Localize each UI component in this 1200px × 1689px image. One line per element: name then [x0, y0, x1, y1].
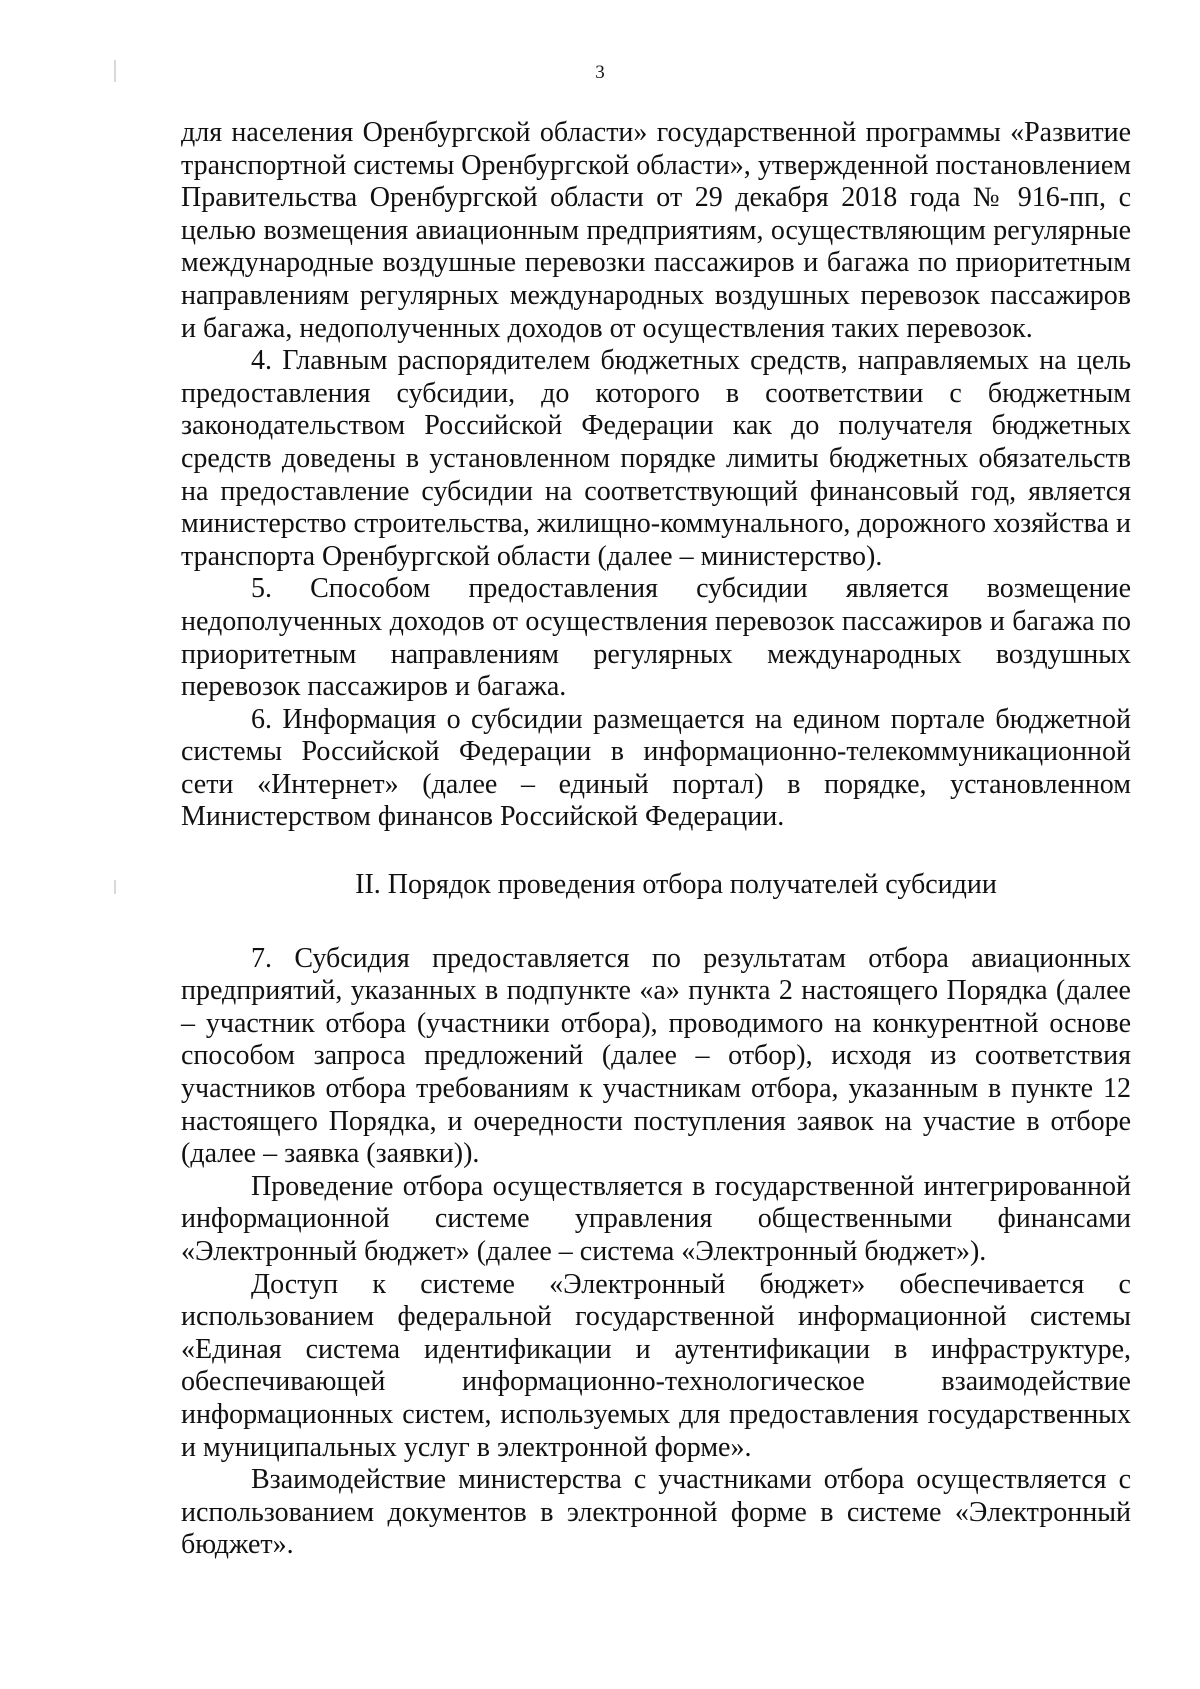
- spacer: [181, 902, 1131, 943]
- paragraph-access-info: Доступ к системе «Электронный бюджет» обеспечивается с использованием федеральной государственной информационной системы «Единая система идентификации и аутентификации в инфраструктуре, обеспечивающей информационно-технологическое взаимодействие информационных систем, используемых для предоставления государственных и муниципальных услуг в электронной форме».: [181, 1268, 1131, 1463]
- document-body: [181, 117, 1131, 1562]
- page-number: 3: [595, 62, 605, 83]
- section-heading: II. Порядок проведения отбора получателей субсидии: [355, 869, 997, 901]
- paragraph-item-7: 7. Субсидия предоставляется по результатам отбора авиационных предприятий, указанных в подпункте «а» пункта 2 настоящего Порядка (далее – участник отбора (участники отбора), проводимого на конкурентной основе способом запроса предложений (далее – отбор), исходя из соответствия участников отбора требованиям к участникам отбора, указанным в пункте 12 настоящего Порядка, и очередности поступления заявок на участие в отборе (далее – заявка (заявки)).: [181, 942, 1131, 1170]
- paragraph-item-4: 4. Главным распорядителем бюджетных средств, направляемых на цель предоставления субсидии, до которого в соответствии с бюджетным законодательством Российской Федерации как до получателя бюджетных средств доведены в установленном порядке лимиты бюджетных обязательств на предоставление субсидии на соответствующий финансовый год, является министерство строительства, жилищно-коммунального, дорожного хозяйства и транспорта Оренбургской области (далее – министерство).: [181, 345, 1131, 572]
- paragraph-item-6: 6. Информация о субсидии размещается на едином портале бюджетной системы Российской Федерации в информационно-телекоммуникационной сети «Интернет» (далее – единый портал) в порядке, установленном Министерством финансов Российской Федерации.: [181, 703, 1131, 833]
- paragraph-interaction-info: Взаимодействие министерства с участниками отбора осуществляется с использованием документов в электронной форме в системе «Электронный бюджет».: [181, 1464, 1131, 1561]
- scan-mark-middle: [114, 880, 116, 894]
- paragraph-continuation: для населения Оренбургской области» государственной программы «Развитие транспортной системы Оренбургской области», утвержденной постановлением Правительства Оренбургской области от 29 декабря 2018 года № 916-пп, с целью возмещения авиационным предприятиям, осуществляющим регулярные международные воздушные перевозки пассажиров и багажа по приоритетным направлениям регулярных международных воздушных перевозок пассажиров и багажа, недополученных доходов от осуществления таких перевозок.: [181, 117, 1131, 344]
- paragraph-item-5: 5. Способом предоставления субсидии является возмещение недополученных доходов от осуществления перевозок пассажиров и багажа по приоритетным направлениям регулярных международных воздушных перевозок пассажиров и багажа.: [181, 573, 1131, 703]
- paragraph-system-info: Проведение отбора осуществляется в государственной интегрированной информационной системе управления общественными финансами «Электронный бюджет» (далее – система «Электронный бюджет»).: [181, 1170, 1131, 1267]
- spacer: [181, 834, 1131, 869]
